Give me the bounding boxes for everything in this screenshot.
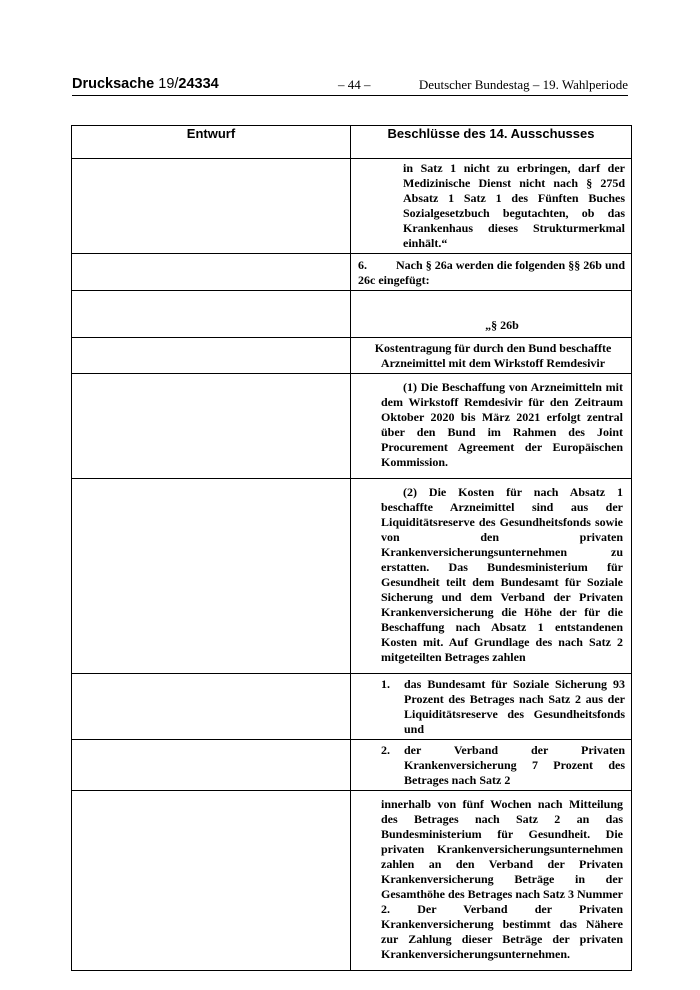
beschluss-cell [351, 254, 632, 291]
table-header-row [72, 126, 632, 159]
section-title: Kostentragung für durch den Bund beschaffte Arzneimittel mit dem Wirkstoff Remdesivir [374, 341, 612, 370]
table-row [72, 374, 632, 479]
item-6-text: Nach § 26a werden die folgenden §§ 26b und 26c eingefügt: [358, 258, 625, 287]
drucksache-prefix: 19/ [158, 76, 179, 92]
list-item-1-number: 1. [381, 677, 390, 691]
entwurf-cell [72, 674, 351, 740]
absatz-1: (1) Die Beschaffung von Arzneimitteln mit dem Wirkstoff Remdesivir für den Zeitraum Oktober 2020 bis März 2021 erfolgt zentral über den Bund im Rahmen des Joint Procurement Agreement der Europäischen Kommission. [381, 380, 623, 469]
table-row [72, 338, 632, 374]
column-header-beschluesse: Beschlüsse des 14. Ausschusses [351, 126, 632, 159]
entwurf-cell [72, 740, 351, 791]
entwurf-cell [72, 338, 351, 374]
entwurf-cell [72, 291, 351, 338]
beschluss-cell [351, 479, 632, 674]
entwurf-cell [72, 159, 351, 254]
table-row [72, 740, 632, 791]
table-row [72, 479, 632, 674]
beschluss-cell [351, 674, 632, 740]
column-header-entwurf: Entwurf [72, 126, 351, 159]
drucksache-number [72, 76, 219, 92]
beschluss-cell [351, 791, 632, 971]
table-row [72, 159, 632, 254]
list-item-2-text: der Verband der Privaten Krankenversicherung 7 Prozent des Betrages nach Satz 2 [404, 743, 625, 787]
list-item-1-text: das Bundesamt für Soziale Sicherung 93 Prozent des Betrages nach Satz 2 aus der Liquiditätsreserve des Gesundheitsfonds und [404, 677, 625, 736]
beschluss-cell [351, 338, 632, 374]
list-item-2 [351, 740, 631, 790]
entwurf-cell [72, 791, 351, 971]
entwurf-cell [72, 479, 351, 674]
item-6-number: 6. [358, 258, 367, 272]
institution-label: Deutscher Bundestag – 19. Wahlperiode [418, 77, 628, 92]
table-row [72, 674, 632, 740]
entwurf-cell [72, 374, 351, 479]
entwurf-cell [72, 254, 351, 291]
page-number: – 44 – [338, 77, 371, 92]
list-item-1 [351, 674, 631, 739]
continuation-text: in Satz 1 nicht zu erbringen, darf der Medizinische Dienst nicht nach § 275d Absatz 1 Satz 1 des Fünften Buches Sozialgesetzbuch begutachten, ob das Krankenhaus dieses Strukturmerkmal einhält.“ [403, 161, 625, 250]
drucksache-id: 24334 [178, 76, 219, 92]
list-item-2-number: 2. [381, 743, 390, 757]
drucksache-label: Drucksache [72, 76, 159, 92]
page-header [72, 76, 628, 94]
section-number: „§ 26b [485, 318, 519, 332]
beschluss-cell [351, 740, 632, 791]
beschluss-cell [351, 291, 632, 338]
synopsis-table [71, 125, 632, 971]
table-row [72, 791, 632, 971]
item-6 [351, 254, 631, 290]
table-row [72, 291, 632, 338]
beschluss-cell [351, 374, 632, 479]
closing-paragraph: innerhalb von fünf Wochen nach Mitteilung des Betrages nach Satz 2 an das Bundesministerium für Gesundheit. Die privaten Krankenversicherungsunternehmen zahlen an den Verband der Privaten Krankenversicherung Beträge in der Gesamthöhe des Betrages nach Satz 3 Nummer 2. Der Verband der Privaten Krankenversicherung bestimmt das Nähere zur Zahlung dieser Beträge der privaten Krankenversicherungsunternehmen. [381, 797, 623, 961]
absatz-2: (2) Die Kosten für nach Absatz 1 beschaffte Arzneimittel sind aus der Liquiditätsreserve des Gesundheitsfonds sowie von den privaten Krankenversicherungsunternehmen zu erstatten. Das Bundesministerium für Gesundheit teilt dem Bundesamt für Soziale Sicherung und dem Verband der Privaten Krankenversicherung die Höhe der für die Beschaffung nach Absatz 1 entstandenen Kosten mit. Auf Grundlage des nach Satz 2 mitgeteilten Betrages zahlen [381, 485, 623, 664]
header-rule [72, 95, 628, 96]
beschluss-cell [351, 159, 632, 254]
table-row [72, 254, 632, 291]
